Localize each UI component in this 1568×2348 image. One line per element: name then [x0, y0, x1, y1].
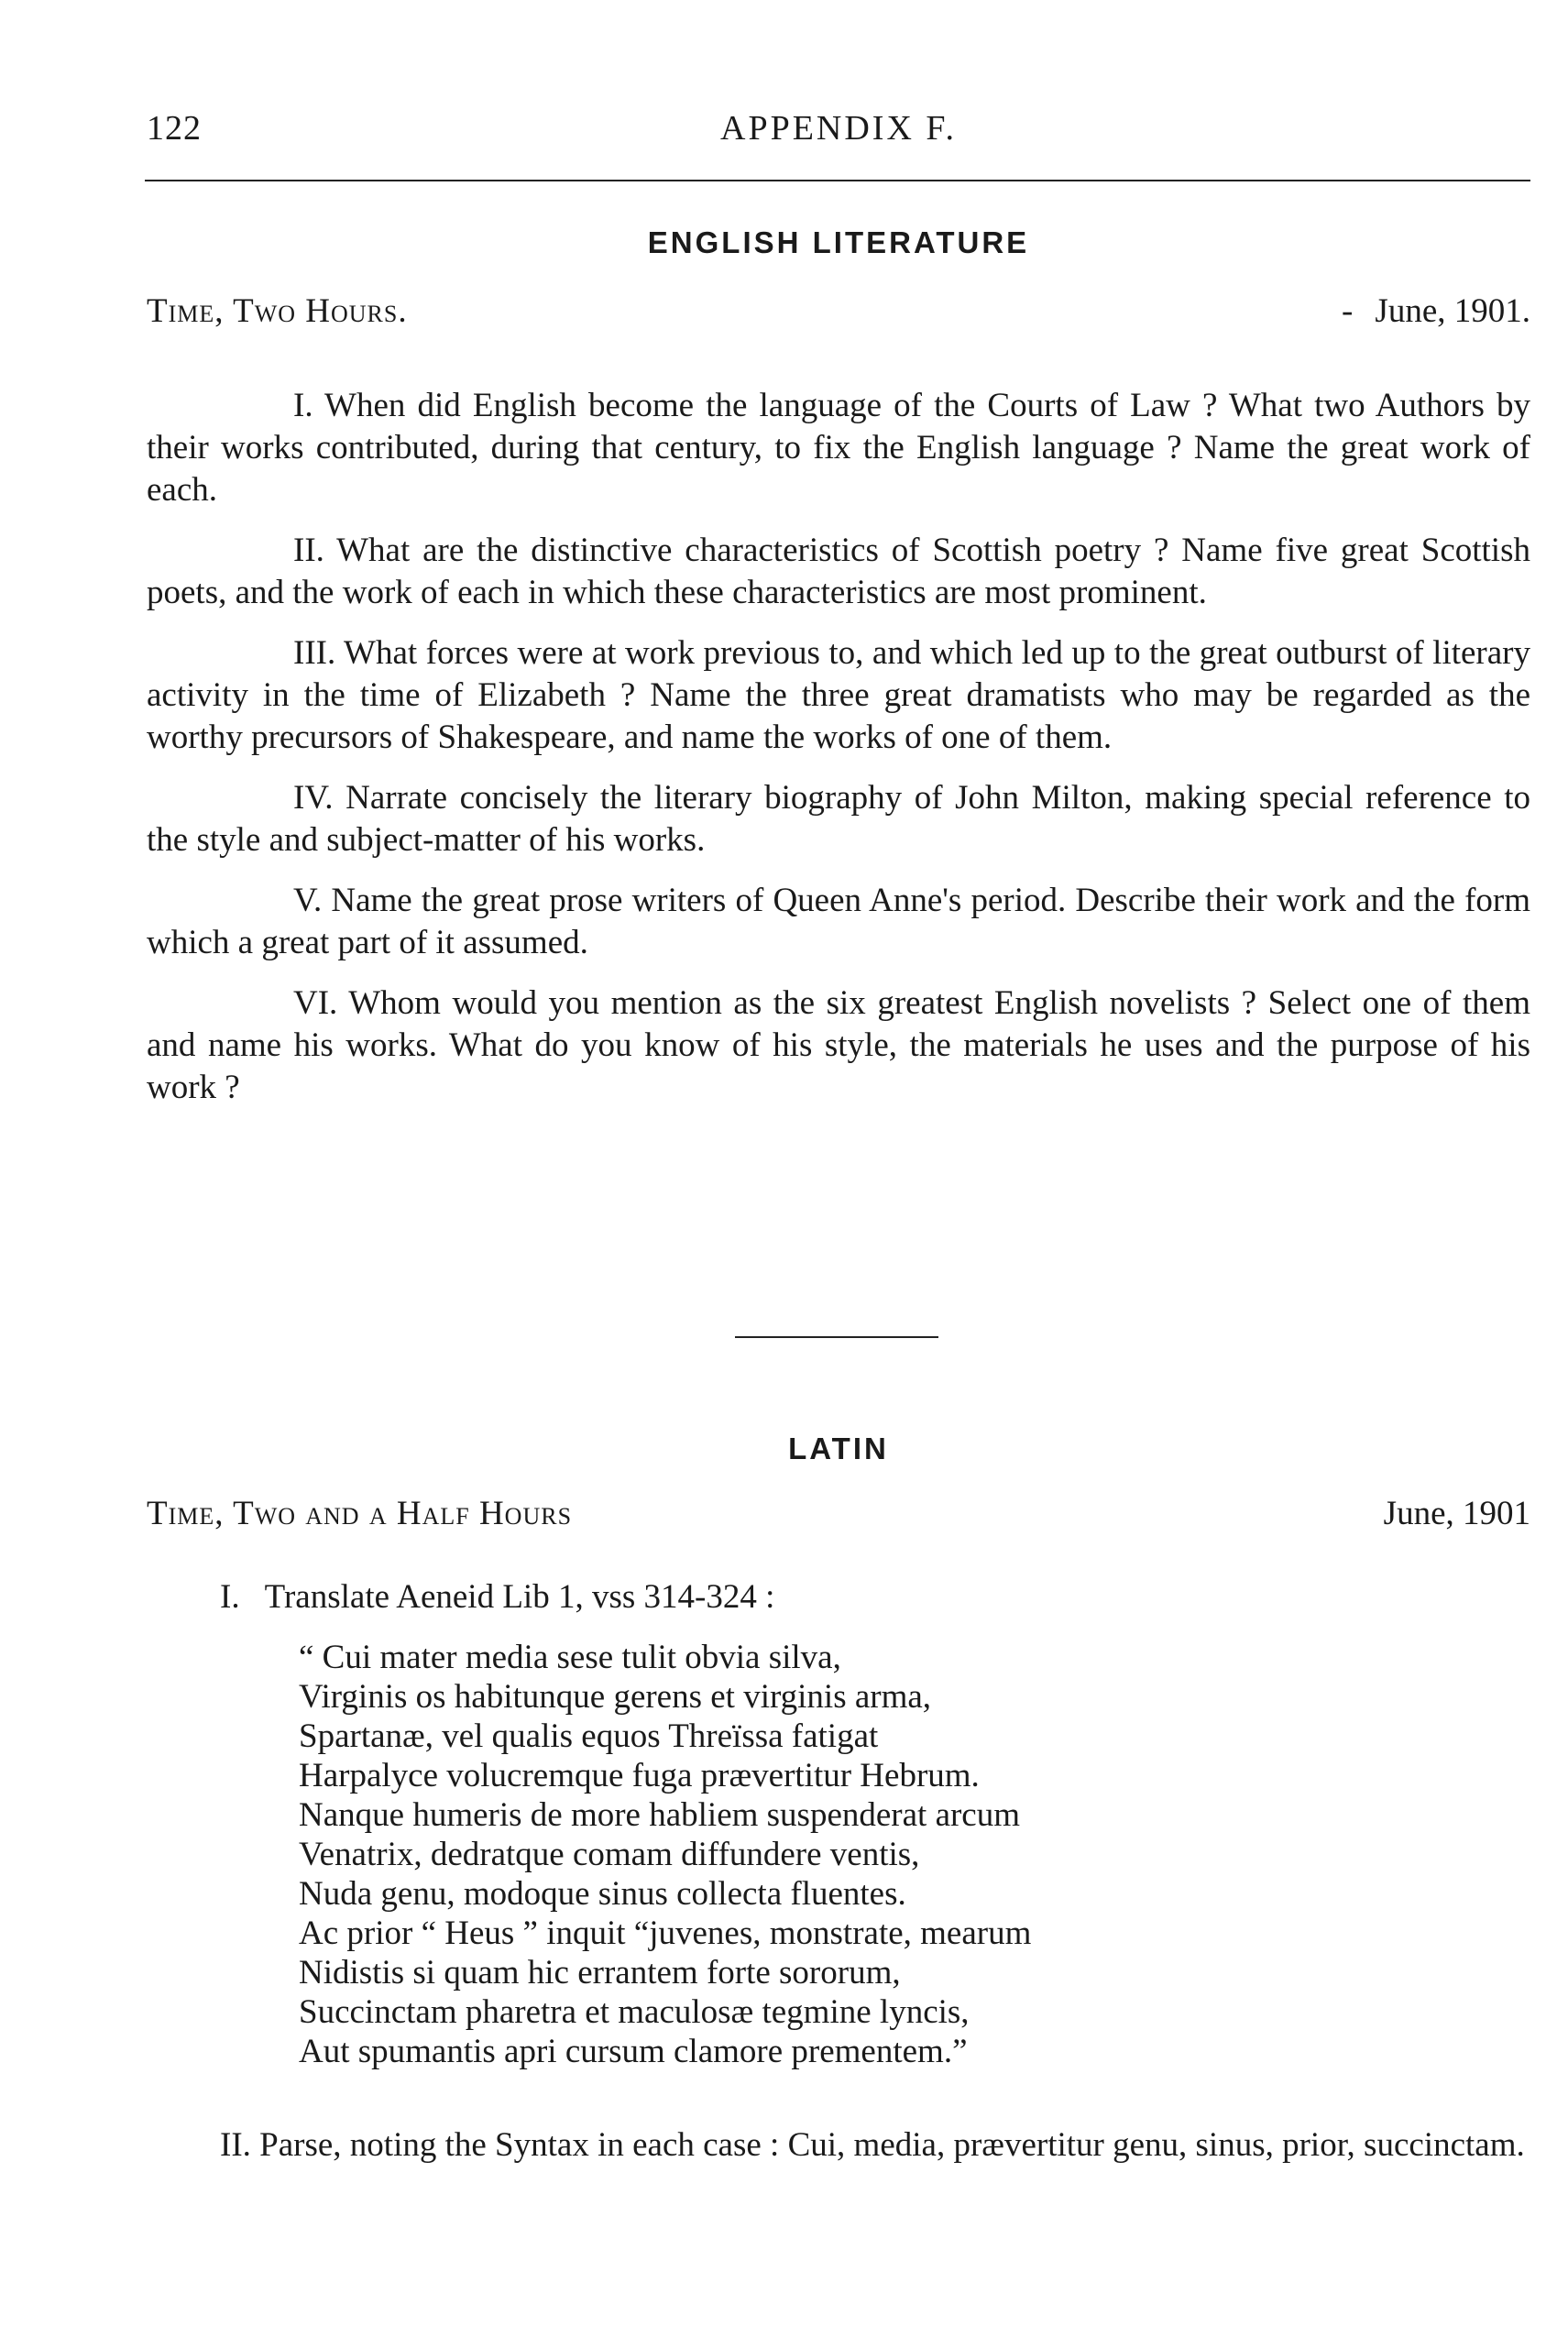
question-number: IV. [293, 779, 334, 817]
latin-question-1 [220, 1576, 774, 1618]
question-number: I. [293, 387, 313, 424]
question [147, 632, 1530, 759]
question-number: III. [293, 634, 336, 672]
question-text: Name the great prose writers of Queen Anne's period. Describe their work and the form which a great part of it assumed. [147, 882, 1530, 961]
verse-line: Harpalyce volucremque fuga prævertitur Hebrum. [299, 1757, 980, 1794]
verse-line: Venatrix, dedratque comam diffundere ventis, [299, 1836, 920, 1873]
verse-line: Aut spumantis apri cursum clamore prementem.” [299, 2033, 968, 2070]
latin-meta-line [147, 1494, 1530, 1540]
verse-line: Nidistis si quam hic errantem forte sororum, [299, 1954, 901, 1991]
question-number: II. [293, 532, 324, 569]
latin-section-title: LATIN [788, 1432, 889, 1465]
english-time-allowed: Time, Two Hours. [147, 292, 408, 330]
question [147, 385, 1530, 511]
question-text: Whom would you mention as the six greatest English novelists ? Select one of them and name his works. What do you know of his style, the materials he uses and the purpose of his work ? [147, 984, 1530, 1106]
question-text: What are the distinctive characteristics of Scottish poetry ? Name five great Scottish poets, and the work of each in which these characteristics are most prominent. [147, 532, 1530, 611]
latin-question-2 [147, 2124, 1530, 2167]
running-title: APPENDIX F. [720, 109, 957, 148]
running-head [147, 108, 1530, 154]
question-text: Parse, noting the Syntax in each case : Cui, media, prævertitur genu, sinus, prior, succinctam. [259, 2126, 1525, 2164]
english-meta-line [147, 291, 1530, 337]
question-number: II. [220, 2126, 251, 2164]
question-number: I. [220, 1578, 240, 1616]
page-number: 122 [147, 109, 202, 148]
verse-line: Nuda genu, modoque sinus collecta fluentes. [299, 1875, 906, 1913]
question-number: V. [293, 882, 323, 919]
verse-line: Virginis os habitunque gerens et virginis arma, [299, 1678, 932, 1716]
header-rule [145, 180, 1530, 181]
section-divider [735, 1336, 938, 1338]
question [147, 777, 1530, 861]
verse-line: “ Cui mater media sese tulit obvia silva, [299, 1639, 841, 1676]
latin-exam-date: June, 1901 [1383, 1495, 1530, 1532]
stray-mark: - [1342, 292, 1354, 330]
question-text: When did English become the language of the Courts of Law ? What two Authors by their works contributed, during that century, to fix the English language ? Name the great work of each. [147, 387, 1530, 509]
verse-line: Ac prior “ Heus ” inquit “juvenes, monstrate, mearum [299, 1915, 1032, 1952]
question [147, 982, 1530, 1109]
question-number: VI. [293, 984, 338, 1022]
verse-line: Nanque humeris de more habliem suspenderat arcum [299, 1796, 1021, 1834]
question [147, 880, 1530, 964]
question-text: Translate Aeneid Lib 1, vss 314-324 : [264, 1578, 775, 1616]
latin-time-allowed: Time, Two and a Half Hours [147, 1495, 573, 1532]
verse-line: Spartanæ, vel qualis equos Threïssa fatigat [299, 1717, 879, 1755]
question [147, 530, 1530, 614]
verse-line: Succinctam pharetra et maculosæ tegmine lyncis, [299, 1993, 970, 2031]
english-exam-date: June, 1901. [1375, 292, 1530, 330]
latin-verse-passage [299, 1638, 1490, 2071]
question-text: Narrate concisely the literary biography of John Milton, making special reference to the style and subject-matter of his works. [147, 779, 1531, 859]
english-section-title: ENGLISH LITERATURE [647, 225, 1030, 259]
question-text: What forces were at work previous to, and which led up to the great outburst of literary activity in the time of Elizabeth ? Name the three great dramatists who may be regarded as the worthy precursors of Shakespeare, and name the works of one of them. [147, 634, 1530, 756]
english-questions [147, 385, 1530, 1127]
